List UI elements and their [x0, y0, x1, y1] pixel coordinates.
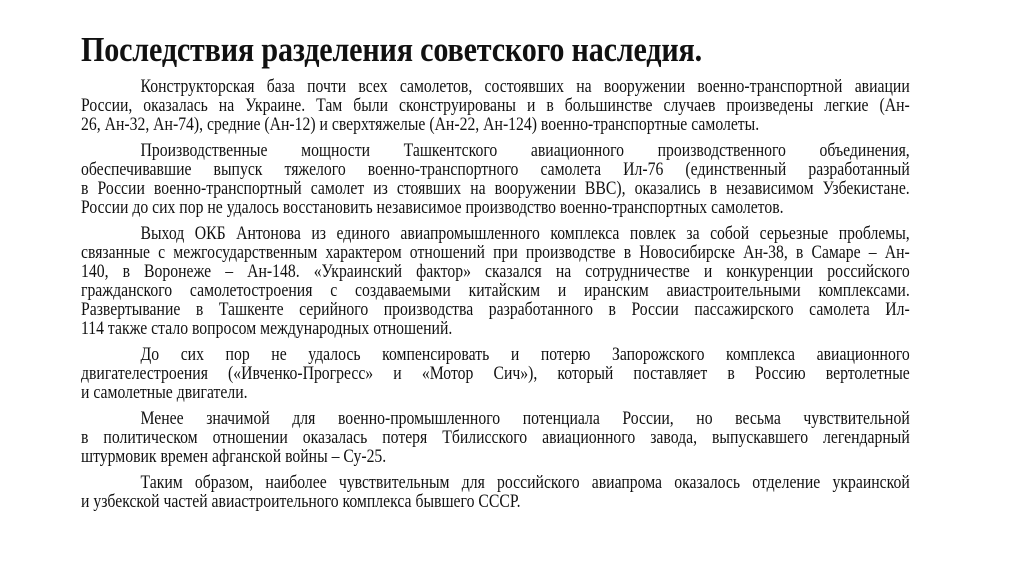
- paragraph-line: Развертывание в Ташкенте серийного производства разработанного в России пассажирского самолета Ил-: [81, 300, 910, 320]
- paragraph-line: двигателестроения («Ивченко-Прогресс» и «Мотор Сич»), который поставляет в Россию вертолетные: [81, 364, 910, 384]
- paragraph-line: в России военно-транспортный самолет из стоявших на вооружении ВВС), оказались в независимом Узбекистане.: [81, 179, 910, 199]
- paragraph-line: России до сих пор не удалось восстановить независимое производство военно-транспортных самолетов.: [81, 198, 784, 218]
- paragraph-line: 114 также стало вопросом международных отношений.: [81, 319, 453, 339]
- paragraph-line: Менее значимой для военно-промышленного потенциала России, но весьма чувствительной: [140, 409, 910, 429]
- paragraph-line: Конструкторская база почти всех самолетов, состоявших на вооружении военно-транспортной авиации: [140, 77, 910, 97]
- paragraph-line: 140, в Воронеже – Ан-148. «Украинский фактор» сказался на сотрудничестве и конкуренции российского: [81, 262, 910, 282]
- paragraph: [81, 142, 910, 218]
- paragraph-line: Таким образом, наиболее чувствительным для российского авиапрома оказалось отделение украинской: [140, 473, 910, 493]
- paragraph-line: России, оказалась на Украине. Там были сконструированы и в большинстве случаев произведены легкие (Ан-: [81, 96, 910, 116]
- paragraph: [81, 410, 910, 467]
- paragraph: [81, 225, 910, 339]
- paragraph: [81, 346, 910, 403]
- paragraph: [81, 78, 910, 135]
- paragraph-line: связанные с межгосударственным характером отношений при производстве в Новосибирске Ан-38, в Самаре – Ан-: [81, 243, 910, 263]
- paragraph-line: в политическом отношении оказалась потеря Тбилисского авиационного завода, выпускавшего легендарный: [81, 428, 910, 448]
- slide-title: Последствия разделения советского наследия.: [81, 30, 702, 69]
- slide-body: [81, 78, 910, 519]
- paragraph-line: штурмовик времен афганской войны – Су-25.: [81, 447, 387, 467]
- paragraph-line: 26, Ан-32, Ан-74), средние (Ан-12) и сверхтяжелые (Ан-22, Ан-124) военно-транспортные самолеты.: [81, 115, 760, 135]
- paragraph-line: и самолетные двигатели.: [81, 383, 248, 403]
- paragraph-line: гражданского самолетостроения с создаваемыми китайским и иранским авиастроительными комплексами.: [81, 281, 910, 301]
- paragraph-line: Выход ОКБ Антонова из единого авиапромышленного комплекса повлек за собой серьезные проблемы,: [140, 224, 910, 244]
- paragraph-line: и узбекской частей авиастроительного комплекса бывшего СССР.: [81, 492, 521, 512]
- paragraph: [81, 474, 910, 512]
- paragraph-line: До сих пор не удалось компенсировать и потерю Запорожского комплекса авиационного: [140, 345, 910, 365]
- paragraph-line: Производственные мощности Ташкентского авиационного производственного объединения,: [140, 141, 910, 161]
- paragraph-line: обеспечивавшие выпуск тяжелого военно-транспортного самолета Ил-76 (единственный разработанный: [81, 160, 910, 180]
